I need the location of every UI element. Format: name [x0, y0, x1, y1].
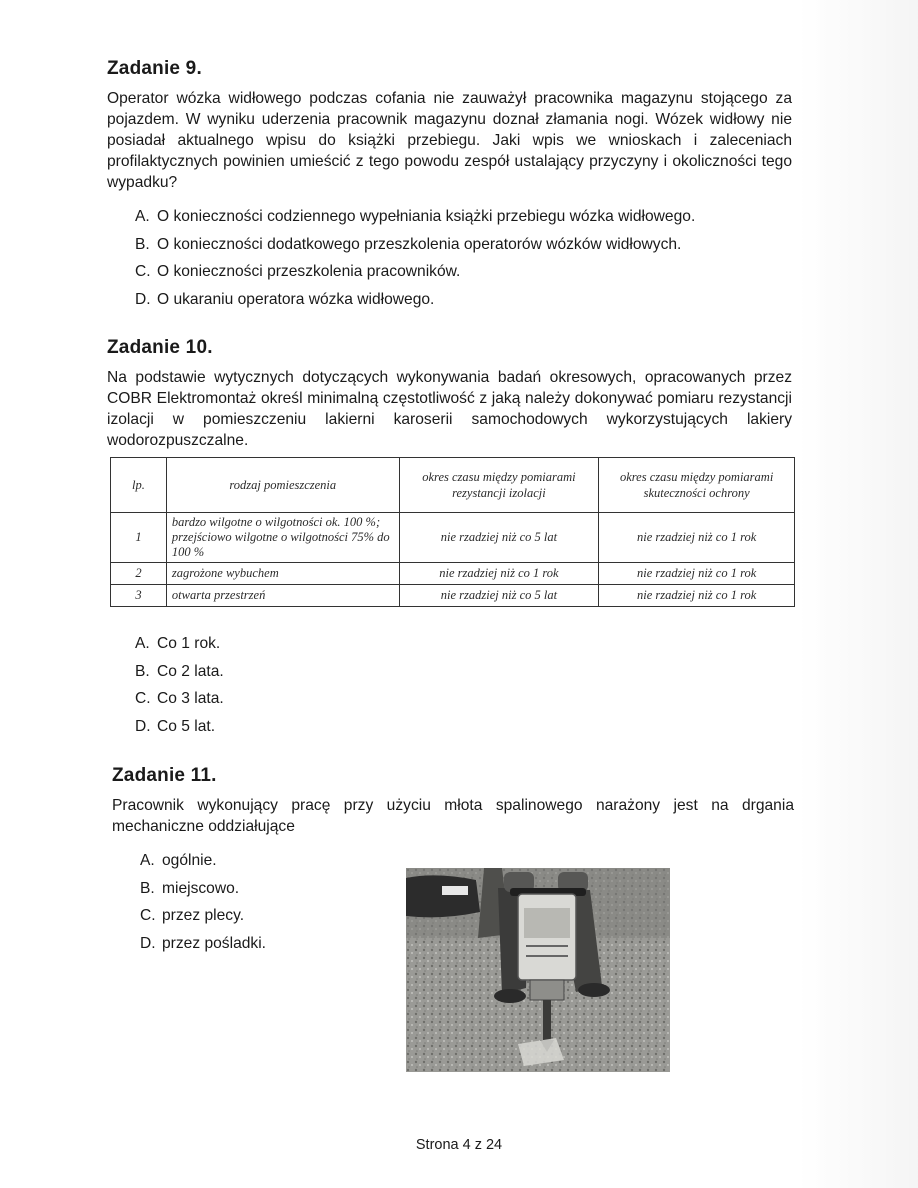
table-cell-protection-interval: nie rzadziej niż co 1 rok — [599, 563, 795, 585]
answer-text: Co 3 lata. — [157, 690, 224, 707]
table-cell-room-type: zagrożone wybuchem — [166, 563, 399, 585]
answer-text: O konieczności codziennego wypełniania książki przebiegu wózka widłowego. — [157, 208, 696, 225]
answer-letter: B. — [135, 235, 150, 253]
answer-letter: D. — [140, 934, 156, 952]
answer-text: ogólnie. — [162, 852, 217, 869]
measurement-intervals-table — [110, 457, 795, 607]
task-9 — [107, 58, 792, 313]
answer-letter: D. — [135, 717, 151, 735]
task-10-answers-block — [107, 630, 792, 740]
table-cell-protection-interval: nie rzadziej niż co 1 rok — [599, 585, 795, 607]
table-cell-room-type: bardzo wilgotne o wilgotności ok. 100 %; przejściowo wilgotne o wilgotności 75% do 100 % — [166, 513, 399, 563]
table-cell-lp: 3 — [111, 585, 167, 607]
table-header-row — [111, 458, 795, 513]
task-11-question: Pracownik wykonujący pracę przy użyciu młota spalinowego narażony jest na drgania mechaniczne oddziałujące — [112, 797, 794, 835]
table-header-protection-interval: okres czasu między pomiarami skuteczności ochrony — [599, 458, 795, 513]
task-10-question: Na podstawie wytycznych dotyczących wykonywania badań okresowych, opracowanych przez COBR Elektromontaż określ minimalną częstotliwość z jaką należy dokonywać pomiaru rezystancji izolacji w pomieszczeniu lakierni karoserii samochodowych wykorzystujących lakiery wodorozpuszczalne. — [107, 369, 792, 449]
task-10-answers — [135, 630, 792, 740]
table-row — [111, 585, 795, 607]
table-header-insulation-interval: okres czasu między pomiarami rezystancji izolacji — [399, 458, 599, 513]
table-header-lp: lp. — [111, 458, 167, 513]
task-9-answers — [135, 203, 792, 313]
answer-letter: B. — [135, 662, 150, 680]
answer-text: Co 1 rok. — [157, 635, 221, 652]
task-10-title: Zadanie 10. — [107, 337, 213, 358]
table-cell-insulation-interval: nie rzadziej niż co 5 lat — [399, 513, 599, 563]
table-cell-lp: 1 — [111, 513, 167, 563]
answer-text: O konieczności przeszkolenia pracowników. — [157, 263, 461, 280]
answer-text: Co 2 lata. — [157, 662, 224, 680]
answer-letter: C. — [135, 263, 151, 280]
answer-text: O konieczności dodatkowego przeszkolenia operatorów wózków widłowych. — [157, 235, 682, 253]
answer-letter: A. — [135, 635, 150, 652]
task-10 — [107, 337, 792, 451]
page-number: Strona 4 z 24 — [415, 1137, 503, 1153]
table-cell-protection-interval: nie rzadziej niż co 1 rok — [599, 513, 795, 563]
table-row — [111, 513, 795, 563]
answer-letter: A. — [140, 852, 155, 869]
answer-letter: B. — [140, 879, 155, 897]
answer-text: przez plecy. — [162, 907, 245, 924]
answer-text: przez pośladki. — [162, 934, 267, 952]
task-9-answer-c[interactable] — [135, 258, 792, 286]
answer-text: Co 5 lat. — [157, 717, 216, 735]
task-10-answer-d[interactable] — [135, 713, 792, 741]
answer-text: O ukaraniu operatora wózka widłowego. — [157, 290, 435, 308]
table-cell-insulation-interval: nie rzadziej niż co 5 lat — [399, 585, 599, 607]
table-cell-room-type: otwarta przestrzeń — [166, 585, 399, 607]
task-9-title: Zadanie 9. — [107, 58, 202, 79]
scan-edge-shading — [798, 0, 918, 1188]
task-11-title: Zadanie 11. — [112, 765, 217, 786]
task-10-answer-c[interactable] — [135, 685, 792, 713]
task-10-answer-a[interactable] — [135, 630, 792, 658]
answer-letter: C. — [135, 690, 151, 707]
task-9-question: Operator wózka widłowego podczas cofania nie zauważył pracownika magazynu stojącego za pojazdem. W wyniku uderzenia pracownik magazynu doznał złamania nogi. Wózek widłowy nie posiadał aktualnego wpisu do książki przebiegu. Jaki wpis we wnioskach i zaleceniach profilaktycznych powinien umieścić z tego powodu zespół ustalający przyczyny i okoliczności tego wypadku? — [107, 90, 792, 191]
answer-letter: D. — [135, 290, 151, 308]
table-cell-lp: 2 — [111, 563, 167, 585]
task-10-answer-b[interactable] — [135, 658, 792, 686]
task-9-answer-a[interactable] — [135, 203, 792, 231]
answer-letter: C. — [140, 907, 156, 924]
task-9-answer-b[interactable] — [135, 231, 792, 259]
jackhammer-worker-photo — [406, 868, 670, 1072]
table-header-room-type: rodzaj pomieszczenia — [166, 458, 399, 513]
answer-letter: A. — [135, 208, 150, 225]
answer-text: miejscowo. — [162, 879, 240, 897]
table-cell-insulation-interval: nie rzadziej niż co 1 rok — [399, 563, 599, 585]
task-9-answer-d[interactable] — [135, 286, 792, 314]
table-row — [111, 563, 795, 585]
